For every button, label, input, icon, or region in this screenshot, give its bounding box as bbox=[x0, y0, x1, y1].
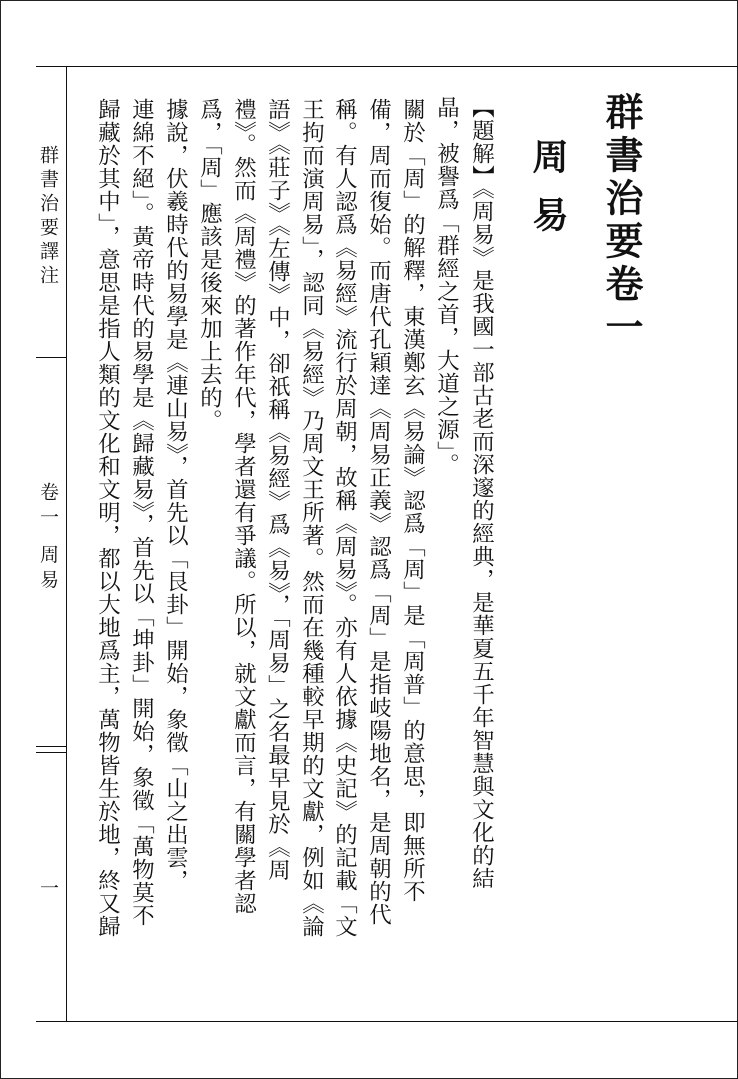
body-column-7: 語》《莊子》《左傳》中，卻祇稱《易經》爲《易》，「周易」之名最早見於《周 bbox=[264, 98, 291, 882]
bottom-rule bbox=[36, 1021, 738, 1022]
body-column-9: 爲，「周」應該是後來加上去的。 bbox=[196, 98, 223, 432]
top-rule bbox=[36, 66, 738, 67]
body-column-3: 關於「周」的解釋，東漢鄭玄《易論》認爲「周」是「周普」的意思，即無所不 bbox=[399, 98, 426, 903]
body-column-1: 【題解】《周易》是我國一部古老而深邃的經典，是華夏五千年智慧與文化的結 bbox=[468, 96, 495, 890]
margin-mark-2 bbox=[36, 746, 66, 747]
margin-chapter: 卷一 周易 bbox=[37, 482, 59, 595]
chapter-title: 周易 bbox=[527, 138, 569, 254]
margin-page-number: 一 bbox=[37, 878, 59, 897]
body-column-2: 晶，被譽爲「群經之首，大道之源」。 bbox=[433, 96, 460, 476]
body-column-6: 王拘而演周易」，認同《易經》乃周文王所著。然而在幾種較早期的文獻，例如《論 bbox=[298, 98, 325, 938]
margin-book-title: 群書治要譯注 bbox=[37, 145, 59, 289]
body-column-8: 禮》。然而《周禮》的著作年代，學者還有爭議。所以，就文獻而言，有關學者認 bbox=[230, 98, 257, 915]
body-column-5: 稱。有人認爲《易經》流行於周朝，故稱《周易》。亦有人依據《史記》的記載「文 bbox=[331, 98, 358, 938]
margin-divider bbox=[66, 66, 67, 1021]
body-column-12: 歸藏於其中」，意思是指人類的文化和文明，都以大地爲主，萬物皆生於地，終又歸 bbox=[94, 98, 121, 938]
margin-mark-3 bbox=[36, 752, 66, 753]
margin-mark-1 bbox=[36, 357, 66, 358]
body-column-10: 據說，伏羲時代的易學是《連山易》，首先以「艮卦」開始，象徵「山之出雲， bbox=[162, 98, 189, 892]
book-title: 群書治要卷一 bbox=[599, 92, 644, 350]
body-column-4: 備，周而復始。而唐代孔穎達《周易正義》認爲「周」是指岐陽地名，是周朝的代 bbox=[365, 98, 392, 926]
body-column-11: 連綿不絕」。黃帝時代的易學是《歸藏易》，首先以「坤卦」開始，象徵「萬物莫不 bbox=[128, 98, 155, 927]
